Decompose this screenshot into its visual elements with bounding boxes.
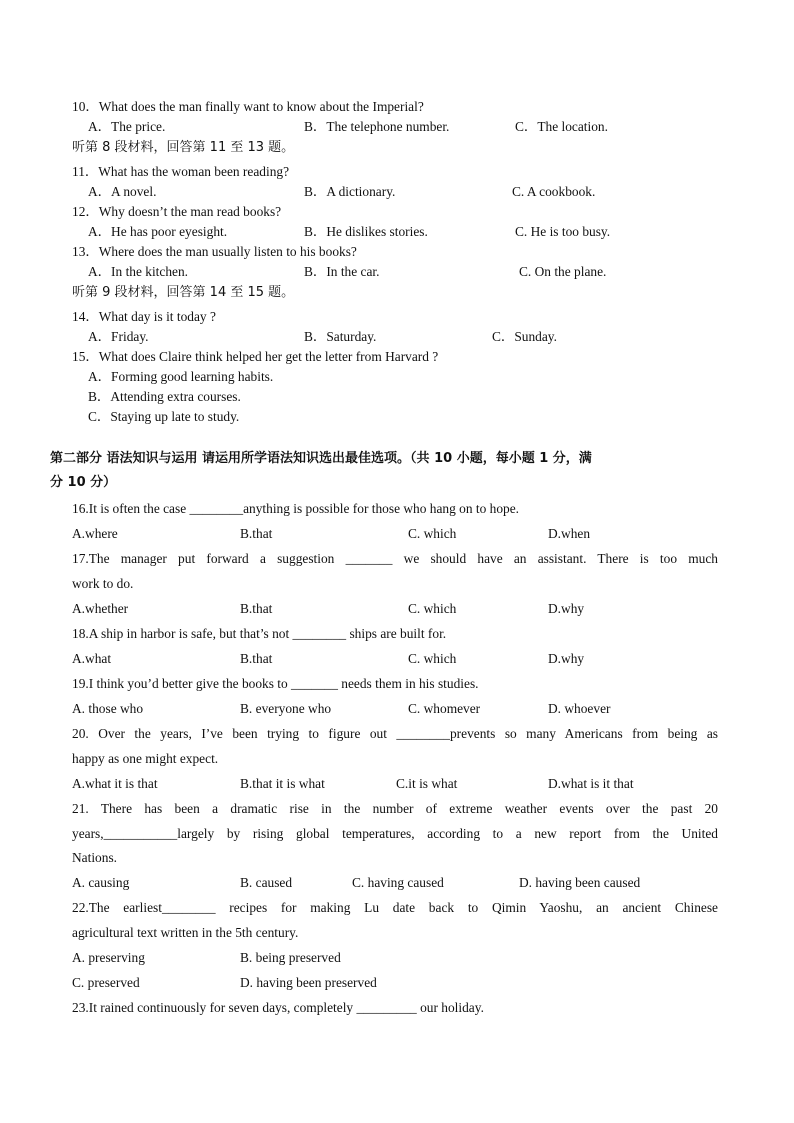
part-2-heading-cont: 分 10 分） (50, 475, 117, 490)
q21-option-d: D. having been caused (519, 875, 641, 890)
q19-option-d: D. whoever (548, 701, 611, 716)
q20-option-d: D.what is it that (548, 776, 634, 791)
q22-option-a: A. preserving (72, 950, 145, 965)
q13-option-b: B．In the car. (304, 264, 380, 279)
section-9-instruction: 听第 9 段材料，回答第 14 至 15 题。 (72, 285, 295, 300)
q10-option-b: B．The telephone number. (304, 119, 450, 134)
q19-option-b: B. everyone who (240, 701, 332, 716)
q17-option-c: C. which (408, 601, 457, 616)
q16-option-d: D.when (548, 526, 591, 541)
q11-option-b: B．A dictionary. (304, 184, 396, 199)
q21-option-a: A. causing (72, 875, 130, 890)
q22-option-d: D. having been preserved (240, 975, 377, 990)
q20-option-a: A.what it is that (72, 776, 158, 791)
section-8-instruction: 听第 8 段材料，回答第 11 至 13 题。 (72, 140, 295, 155)
q11-option-c: C. A cookbook. (512, 184, 596, 199)
q19-option-a: A. those who (72, 701, 144, 716)
question-13: 13．Where does the man usually listen to his books? (72, 244, 357, 259)
question-20-cont: happy as one might expect. (72, 751, 219, 766)
q10-option-a: A．The price. (88, 119, 166, 134)
q13-option-a: A．In the kitchen. (88, 264, 189, 279)
question-11: 11．What has the woman been reading? (72, 164, 290, 179)
q17-option-d: D.why (548, 601, 585, 616)
q15-option-b: B．Attending extra courses. (88, 389, 241, 404)
question-17-cont: work to do. (72, 576, 134, 591)
q22-option-c: C. preserved (72, 975, 140, 990)
question-10: 10．What does the man finally want to know about the Imperial? (72, 99, 424, 114)
q12-option-a: A．He has poor eyesight. (88, 224, 228, 239)
q20-option-c: C.it is what (396, 776, 458, 791)
q12-option-c: C. He is too busy. (515, 224, 611, 239)
q16-option-c: C. which (408, 526, 457, 541)
q14-option-a: A．Friday. (88, 329, 149, 344)
question-21-cont-2: Nations. (72, 850, 118, 865)
q18-option-d: D.why (548, 651, 585, 666)
q16-option-b: B.that (240, 526, 273, 541)
part-2-heading: 第二部分 语法知识与运用 请运用所学语法知识选出最佳选项。（共 10 小题，每小题 1 分，满 (50, 451, 592, 466)
q13-option-c: C. On the plane. (519, 264, 607, 279)
q10-option-c: C．The location. (515, 119, 608, 134)
question-22: 22.The earliest________ recipes for making Lu date back to Qimin Yaoshu, an ancient Chinese (72, 900, 718, 915)
q19-option-c: C. whomever (408, 701, 481, 716)
question-20: 20. Over the years, I’ve been trying to figure out ________prevents so many Americans from being as (72, 726, 718, 741)
q16-option-a: A.where (72, 526, 118, 541)
question-15: 15．What does Claire think helped her get the letter from Harvard ? (72, 349, 439, 364)
q21-option-c: C. having caused (352, 875, 444, 890)
q18-option-c: C. which (408, 651, 457, 666)
question-17: 17.The manager put forward a suggestion _______ we should have an assistant. There is too much (72, 551, 718, 566)
question-21: 21. There has been a dramatic rise in the number of extreme weather events over the past 20 (72, 801, 718, 816)
q17-option-b: B.that (240, 601, 273, 616)
question-18: 18.A ship in harbor is safe, but that’s not ________ ships are built for. (72, 626, 447, 641)
q20-option-b: B.that it is what (240, 776, 325, 791)
q17-option-a: A.whether (72, 601, 129, 616)
question-16: 16.It is often the case ________anything is possible for those who hang on to hope. (72, 501, 520, 516)
q12-option-b: B．He dislikes stories. (304, 224, 428, 239)
question-14: 14．What day is it today ? (72, 309, 216, 324)
q14-option-b: B．Saturday. (304, 329, 377, 344)
q11-option-a: A．A novel. (88, 184, 157, 199)
q22-option-b: B. being preserved (240, 950, 341, 965)
question-23: 23.It rained continuously for seven days, completely _________ our holiday. (72, 1000, 484, 1015)
q15-option-a: A．Forming good learning habits. (88, 369, 274, 384)
q15-option-c: C．Staying up late to study. (88, 409, 240, 424)
q14-option-c: C．Sunday. (492, 329, 557, 344)
question-22-cont: agricultural text written in the 5th century. (72, 925, 299, 940)
q18-option-b: B.that (240, 651, 273, 666)
question-12: 12．Why doesn’t the man read books? (72, 204, 282, 219)
question-19: 19.I think you’d better give the books to _______ needs them in his studies. (72, 676, 479, 691)
q18-option-a: A.what (72, 651, 112, 666)
question-21-cont: years,___________largely by rising global temperatures, according to a new report from the United (72, 826, 718, 841)
q21-option-b: B. caused (240, 875, 293, 890)
